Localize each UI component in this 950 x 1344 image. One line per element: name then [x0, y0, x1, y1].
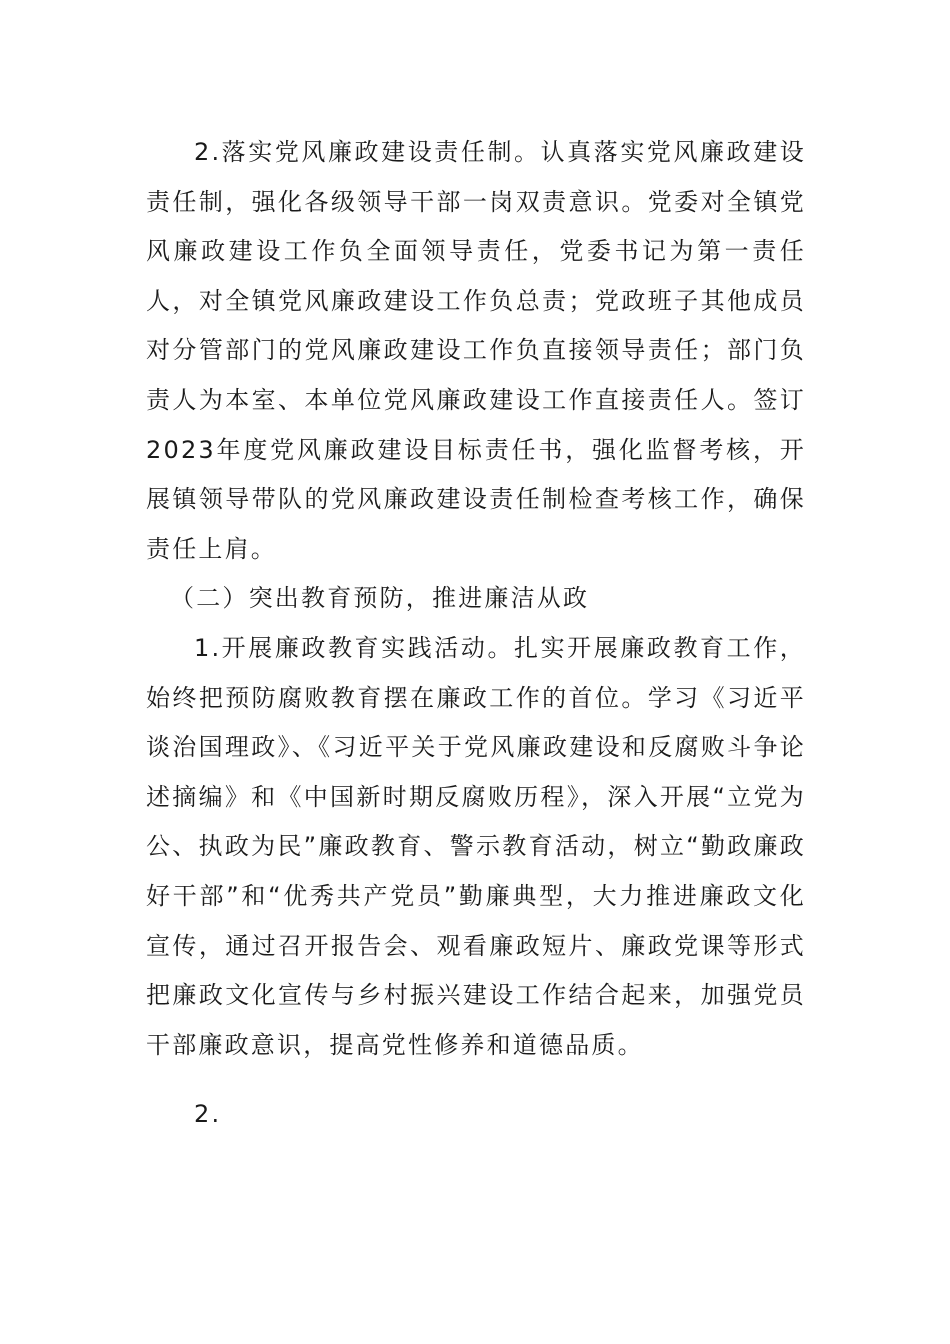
- paragraph-responsibility-system: 2.落实党风廉政建设责任制。认真落实党风廉政建设责任制，强化各级领导干部一岗双责意识。党委对全镇党风廉政建设工作负全面领导责任，党委书记为第一责任人，对全镇党风廉政建设工作负总责；党政班子其他成员对分管部门的党风廉政建设工作负直接领导责任；部门负责人为本室、本单位党风廉政建设工作直接责任人。签订2023年度党风廉政建设目标责任书，强化监督考核，开展镇领导带队的党风廉政建设责任制检查考核工作，确保责任上肩。: [146, 138, 806, 563]
- section-heading-education-prevention: （二）突出教育预防，推进廉洁从政: [170, 584, 590, 613]
- document-body: [146, 128, 806, 1140]
- paragraph-integrity-education: 1.开展廉政教育实践活动。扎实开展廉政教育工作，始终把预防腐败教育摆在廉政工作的首位。学习《习近平谈治国理政》、《习近平关于党风廉政建设和反腐败斗争论述摘编》和《中国新时期反腐败历程》，深入开展“立党为公、执政为民”廉政教育、警示教育活动，树立“勤政廉政好干部”和“优秀共产党员”勤廉典型，大力推进廉政文化宣传，通过召开报告会、观看廉政短片、廉政党课等形式把廉政文化宣传与乡村振兴建设工作结合起来，加强党员干部廉政意识，提高党性修养和道德品质。: [146, 633, 806, 1059]
- paragraph-item-2-start: 2.: [194, 1100, 222, 1129]
